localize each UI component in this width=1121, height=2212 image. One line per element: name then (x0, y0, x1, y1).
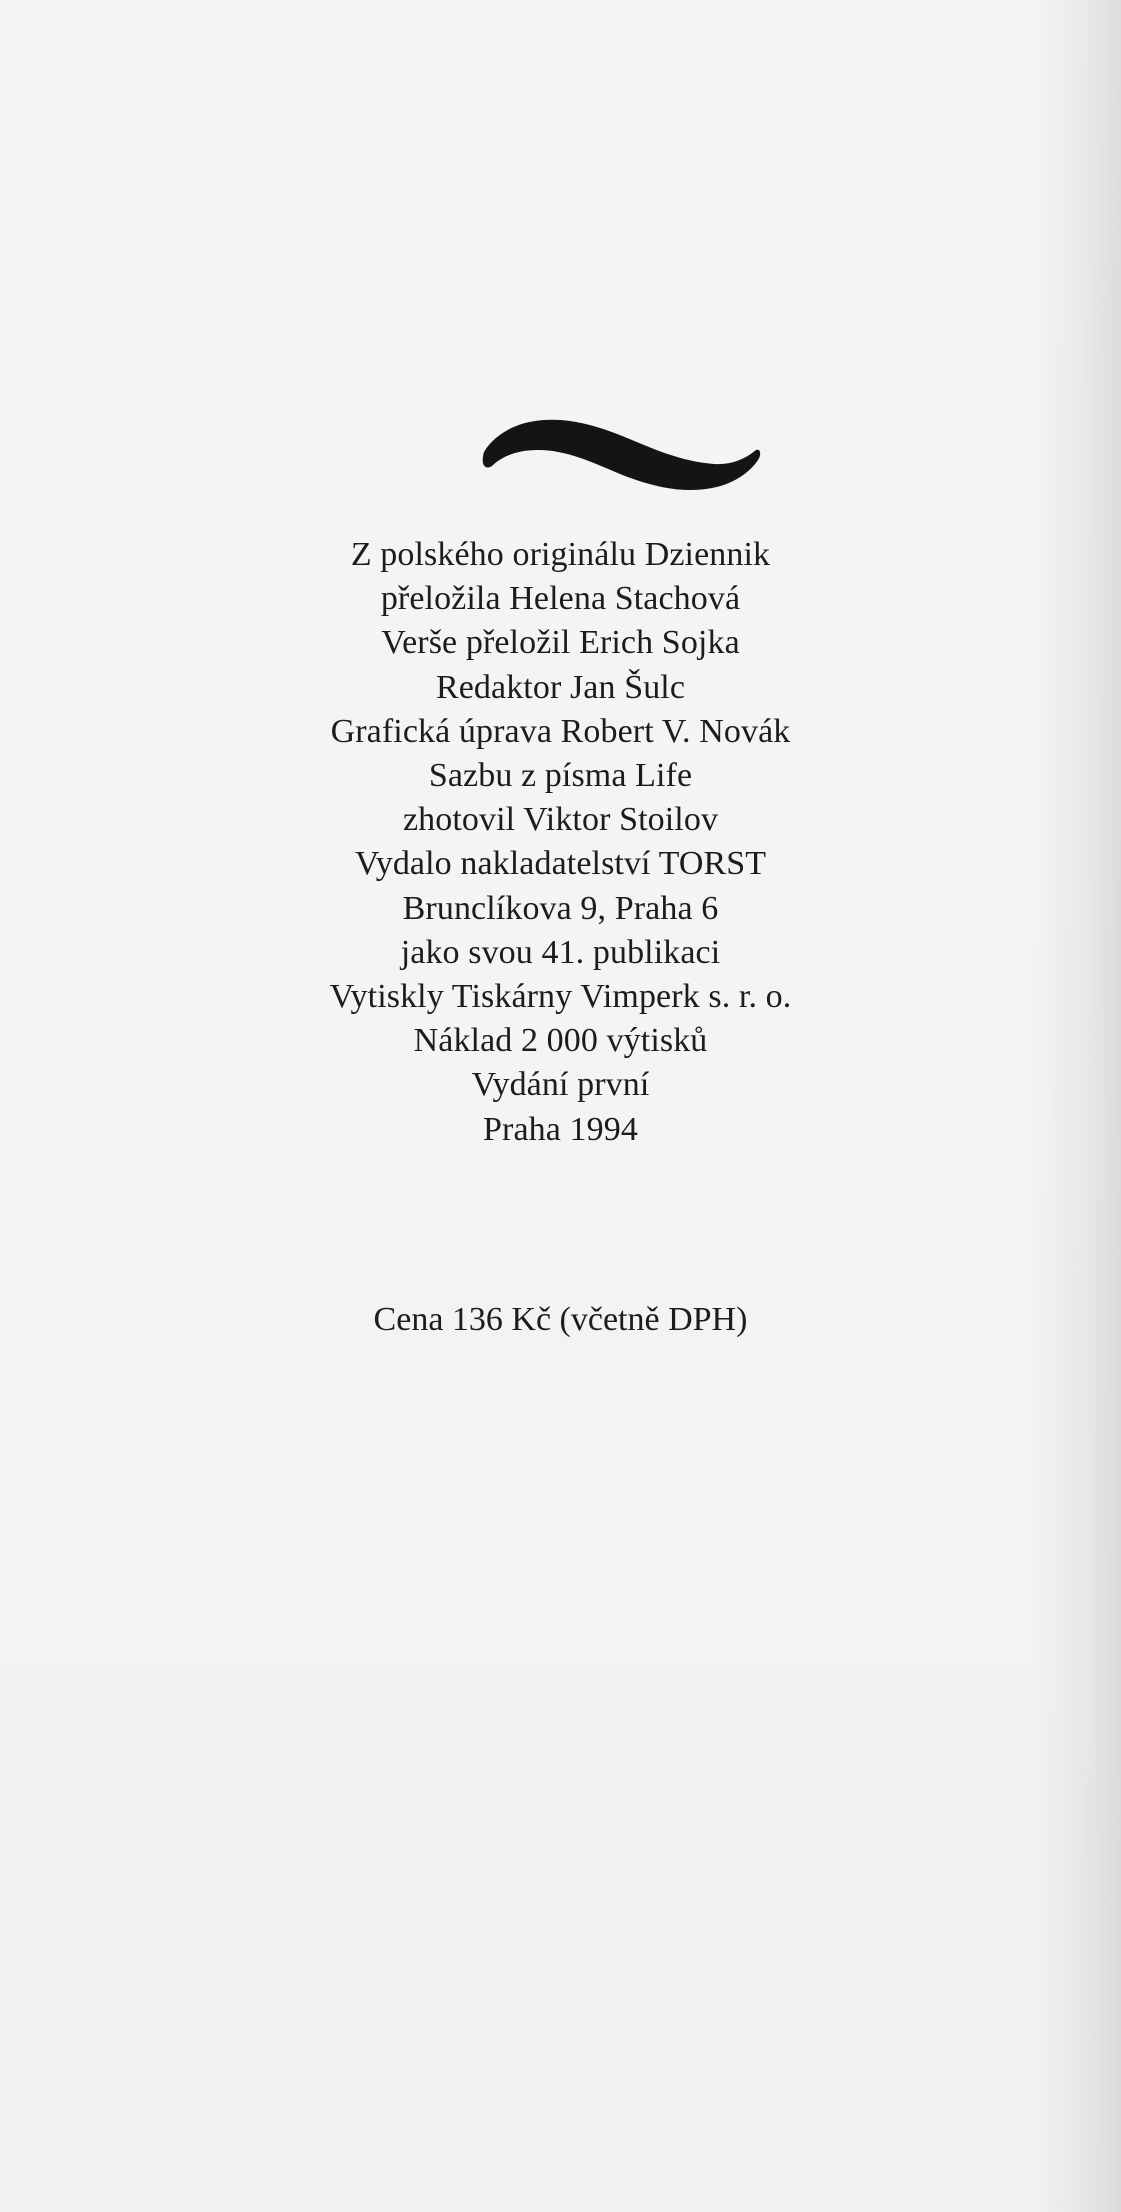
colophon-line-printer: Vytiskly Tiskárny Vimperk s. r. o. (329, 978, 792, 1016)
colophon-line-typesetter: zhotovil Viktor Stoilov (402, 801, 719, 839)
colophon-line-edition: Vydání první (471, 1066, 650, 1104)
colophon-line-print-run: Náklad 2 000 výtisků (413, 1022, 708, 1060)
colophon-line-design: Grafická úprava Robert V. Novák (330, 712, 791, 750)
colophon-line-typeface: Sazbu z písma Life (428, 757, 693, 795)
colophon-line-original: Z polského originálu Dziennik (350, 536, 771, 573)
colophon-line-address: Brunclíkova 9, Praha 6 (402, 889, 719, 927)
price-line: Cena 136 Kč (včetně DPH) (373, 1301, 748, 1338)
colophon-line-verse-translator: Verše přeložil Erich Sojka (381, 624, 740, 662)
colophon-line-translator: přeložila Helena Stachová (380, 580, 741, 618)
colophon-line-publication-number: jako svou 41. publikaci (400, 933, 721, 971)
colophon-line-editor: Redaktor Jan Šulc (435, 668, 686, 706)
colophon-line-place-year: Praha 1994 (483, 1110, 638, 1148)
colophon-line-publisher: Vydalo nakladatelství TORST (354, 845, 767, 883)
ink-scribble-mark (478, 408, 764, 504)
colophon-block (0, 533, 1121, 1152)
